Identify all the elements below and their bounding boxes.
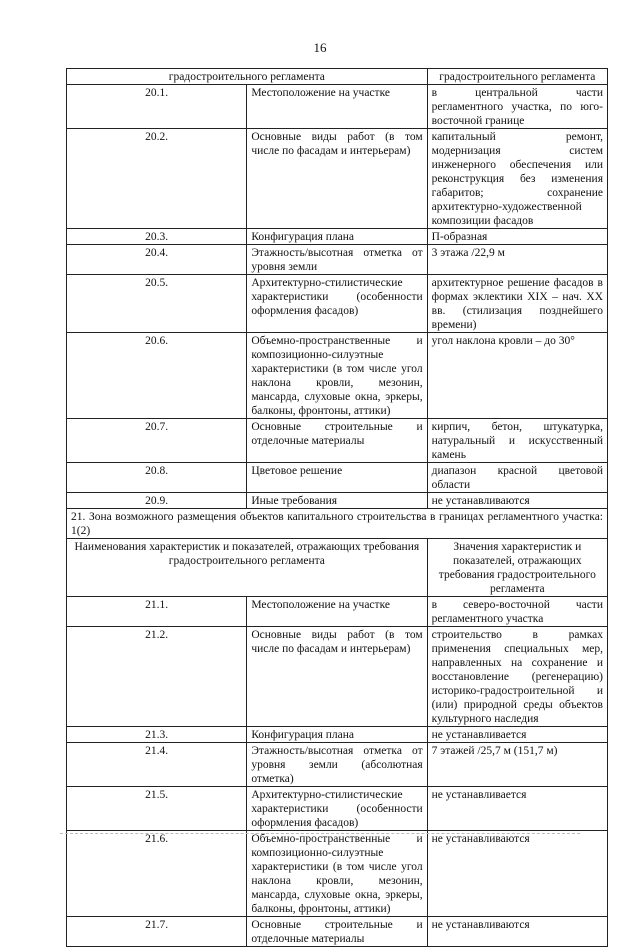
table-row [67,245,608,275]
table-row [67,129,608,229]
row-name: Основные строительные и отделочные материалы [247,419,427,463]
row-name: Объемно-пространственные и композиционно-силуэтные характеристики (в том числе угол наклона кровли, мезонин, мансарда, слуховые окна, эркеры, балконы, фронтоны, аттики) [247,333,427,419]
row-value: не устанавливается [427,727,607,743]
page-bottom-divider [60,833,580,836]
row-number: 20.9. [67,493,247,509]
row-number: 20.4. [67,245,247,275]
table-row [67,333,608,419]
table-row [67,493,608,509]
row-number: 20.3. [67,229,247,245]
page-number: 16 [313,40,327,55]
header-right: градостроительного регламента [427,69,607,85]
table-row [67,787,608,831]
column-header-row [67,539,608,597]
row-value: не устанавливаются [427,831,607,917]
header-left: градостроительного регламента [67,69,428,85]
column-header-left: Наименования характеристик и показателей, отражающих требования градостроительного регламента [67,539,428,597]
row-number: 21.2. [67,627,247,727]
row-number: 21.7. [67,917,247,947]
row-number: 20.7. [67,419,247,463]
row-value: в центральной части регламентного участка, по юго-восточной границе [427,85,607,129]
table-row [67,831,608,917]
column-header-right: Значения характеристик и показателей, отражающих требования градостроительного регламента [427,539,607,597]
row-value: не устанавливаются [427,493,607,509]
row-value: 3 этажа /22,9 м [427,245,607,275]
row-value: в северо-восточной части регламентного участка [427,597,607,627]
row-value: диапазон красной цветовой области [427,463,607,493]
row-number: 21.3. [67,727,247,743]
row-name: Основные виды работ (в том числе по фасадам и интерьерам) [247,627,427,727]
row-number: 21.6. [67,831,247,917]
row-value: строительство в рамках применения специальных мер, направленных на сохранение и восстановление (регенерацию) историко-градостроительной и (или) природной среды объектов культурного наследия [427,627,607,727]
regulation-table [66,68,608,947]
table-row [67,463,608,493]
row-number: 21.1. [67,597,247,627]
table-row [67,743,608,787]
section-title-row [67,509,608,539]
row-name: Основные виды работ (в том числе по фасадам и интерьерам) [247,129,427,229]
row-value: капитальный ремонт, модернизация систем инженерного обеспечения или реконструкция без изменения габаритов; сохранение архитектурно-художественной композиции фасадов [427,129,607,229]
table-header-row [67,69,608,85]
row-number: 21.4. [67,743,247,787]
row-name: Этажность/высотная отметка от уровня земли [247,245,427,275]
row-number: 20.5. [67,275,247,333]
row-name: Объемно-пространственные и композиционно-силуэтные характеристики (в том числе угол наклона кровли, мезонин, мансарда, слуховые окна, эркеры, балконы, фронтоны, аттики) [247,831,427,917]
table-row [67,727,608,743]
row-name: Местоположение на участке [247,85,427,129]
row-value: кирпич, бетон, штукатурка, натуральный и искусственный камень [427,419,607,463]
section-title: 21. Зона возможного размещения объектов капитального строительства в границах регламентного участка: 1(2) [67,509,608,539]
table-row [67,419,608,463]
row-number: 21.5. [67,787,247,831]
row-name: Основные строительные и отделочные материалы [247,917,427,947]
row-value: архитектурное решение фасадов в формах эклектики XIX – нач. XX вв. (стилизация позднейшего времени) [427,275,607,333]
row-value: не устанавливаются [427,917,607,947]
row-name: Архитектурно-стилистические характеристики (особенности оформления фасадов) [247,275,427,333]
row-number: 20.2. [67,129,247,229]
table-row [67,275,608,333]
row-name: Конфигурация плана [247,229,427,245]
row-value: угол наклона кровли – до 30° [427,333,607,419]
row-name: Цветовое решение [247,463,427,493]
table-row [67,627,608,727]
row-name: Конфигурация плана [247,727,427,743]
row-number: 20.6. [67,333,247,419]
row-name: Этажность/высотная отметка от уровня земли (абсолютная отметка) [247,743,427,787]
table-row [67,917,608,947]
row-value: 7 этажей /25,7 м (151,7 м) [427,743,607,787]
table-row [67,597,608,627]
row-value: П-образная [427,229,607,245]
table-row [67,85,608,129]
table-row [67,229,608,245]
row-name: Иные требования [247,493,427,509]
row-name: Местоположение на участке [247,597,427,627]
row-value: не устанавливается [427,787,607,831]
row-number: 20.8. [67,463,247,493]
row-number: 20.1. [67,85,247,129]
row-name: Архитектурно-стилистические характеристики (особенности оформления фасадов) [247,787,427,831]
